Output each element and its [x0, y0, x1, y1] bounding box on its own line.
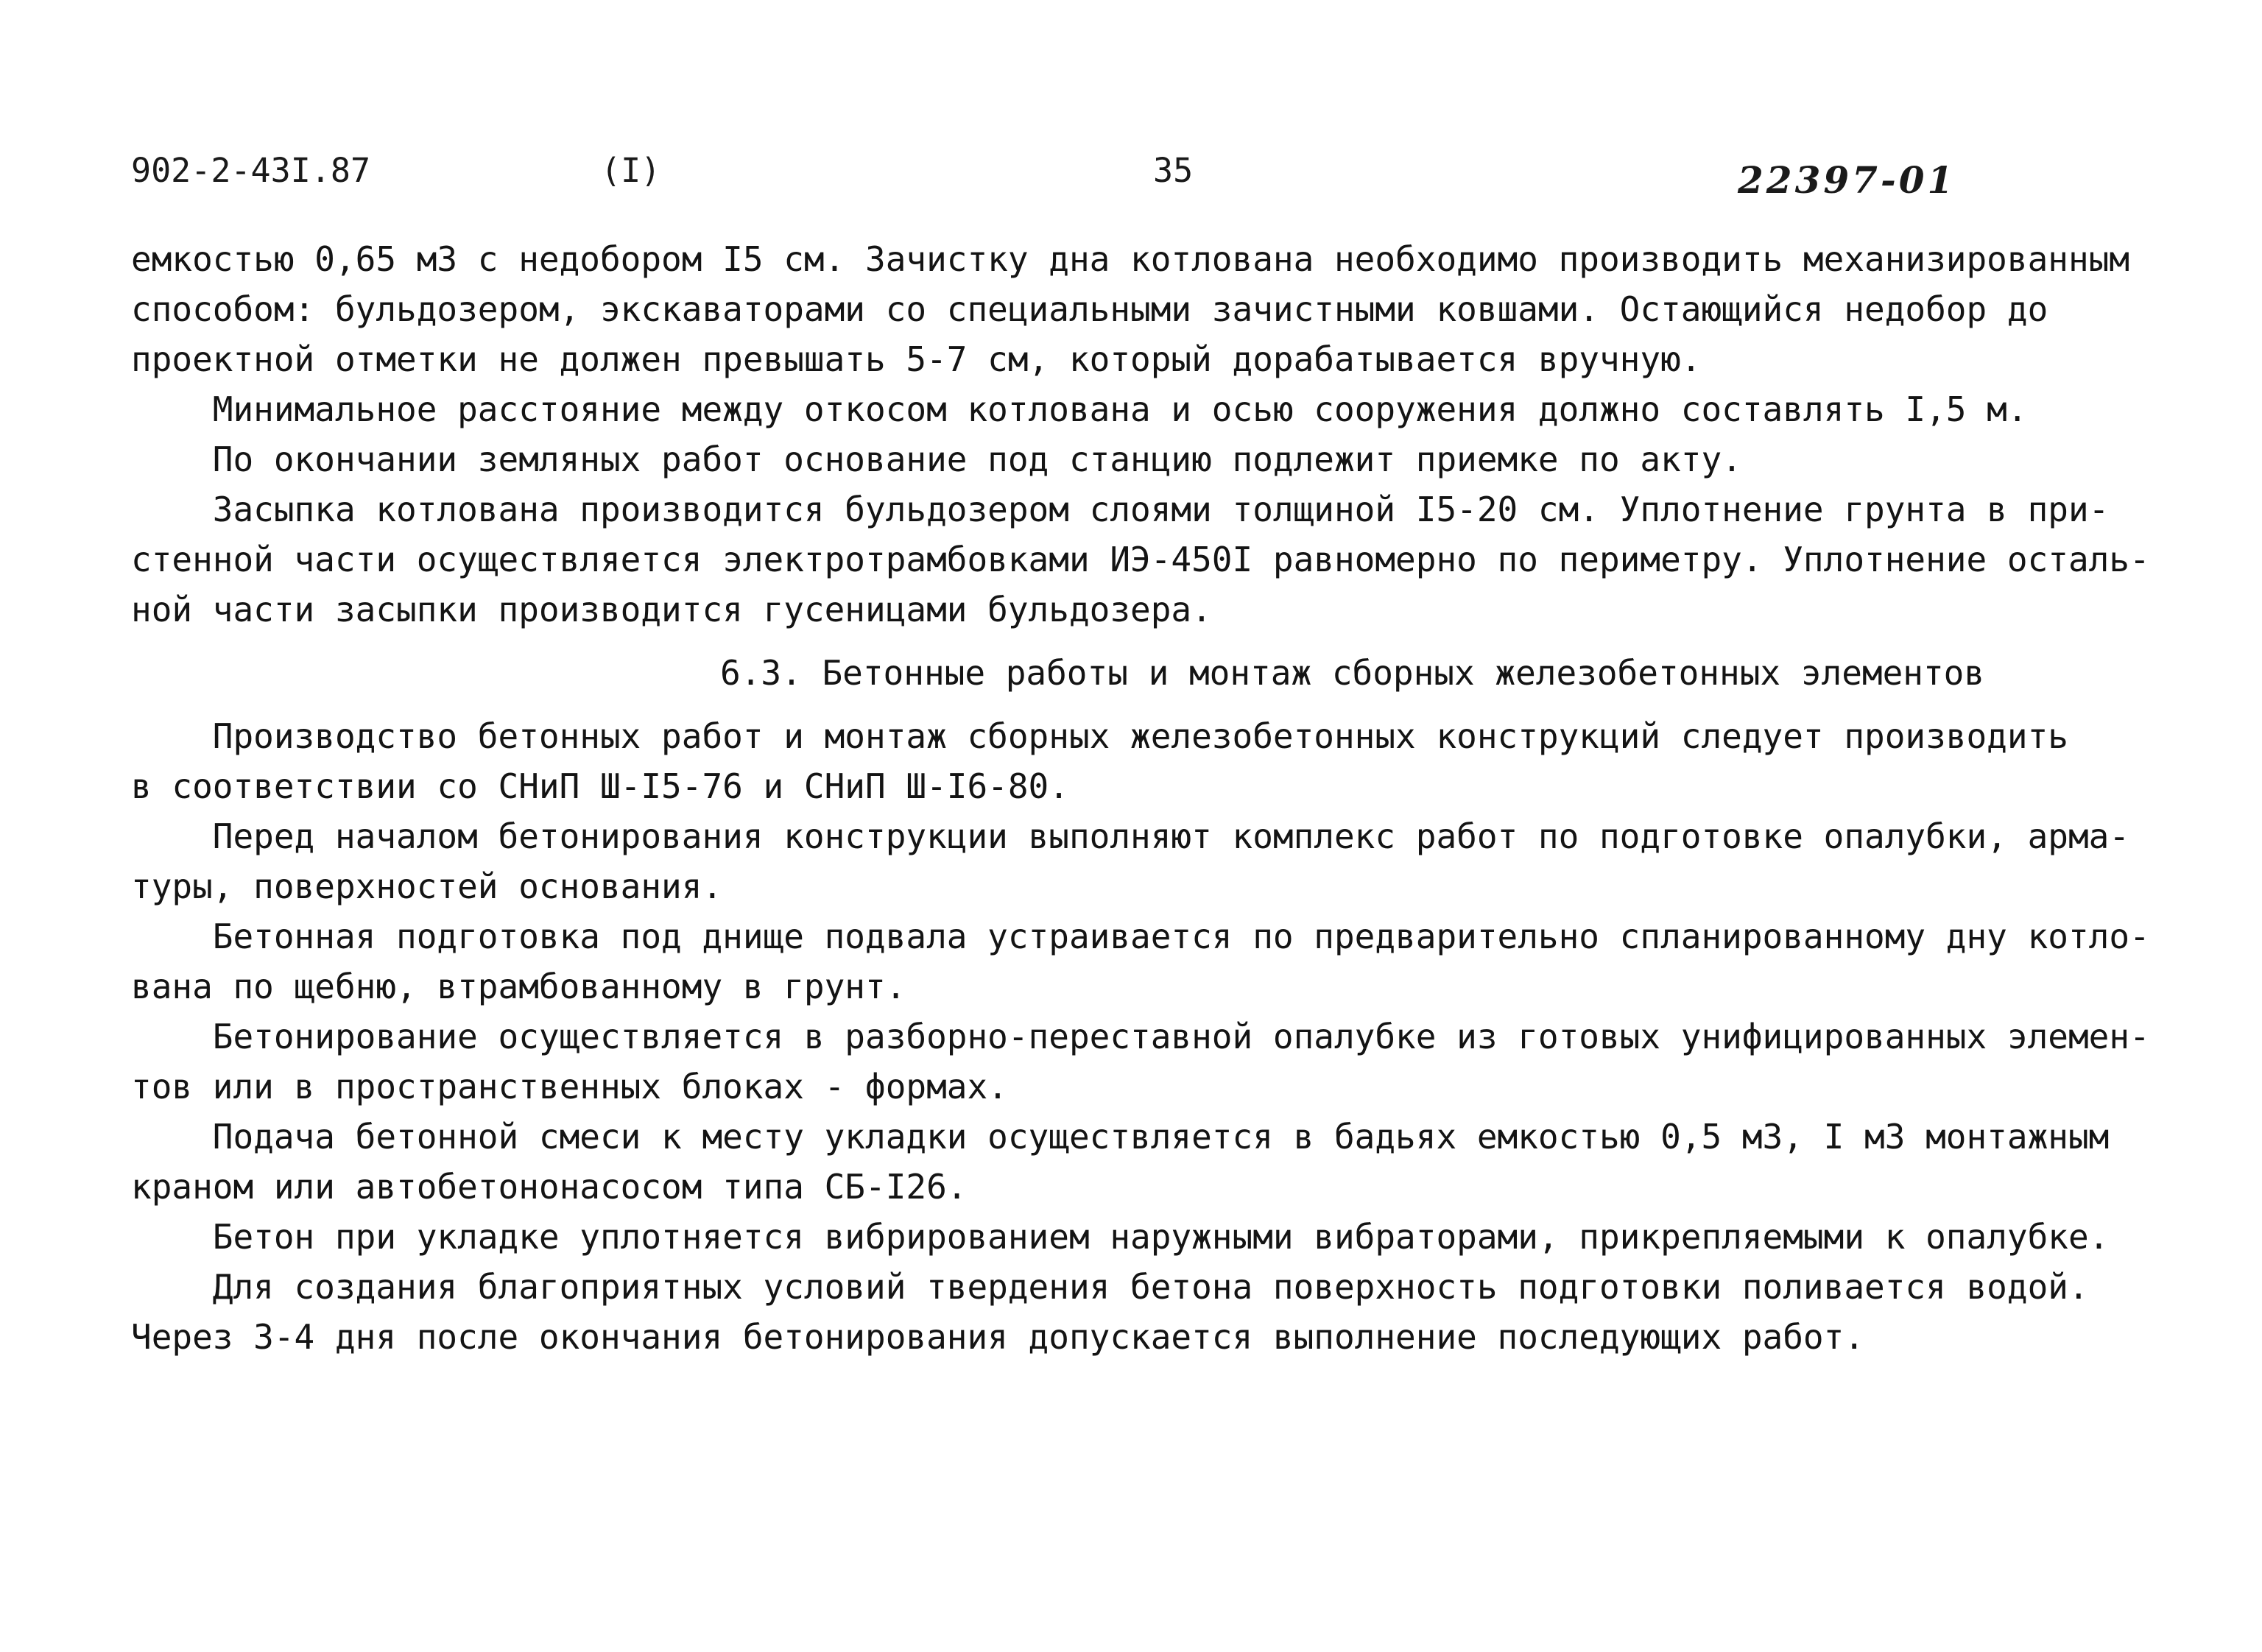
text-line: в соответствии со СНиП Ш-I5-76 и СНиП Ш-I6-80. [131, 766, 1069, 806]
text-line: Минимальное расстояние между откосом котлована и осью сооружения должно составлять I,5 м. [131, 389, 2028, 429]
handwritten-inventory-number: 22397-01 [1738, 158, 1956, 202]
paragraph [131, 711, 2163, 811]
text-line: Бетон при укладке уплотняется вибрированием наружными вибраторами, прикрепляемыми к опалубке. [131, 1217, 2110, 1257]
text-line: стенной части осуществляется электротрамбовками ИЭ-450I равномерно по периметру. Уплотнение осталь- [131, 540, 2150, 579]
paragraphs-after-heading [131, 711, 2163, 1362]
text-line: Перед началом бетонирования конструкции выполняют комплекс работ по подготовке опалубки, арма- [131, 816, 2130, 856]
paragraph [131, 1262, 2163, 1362]
text-line: тов или в пространственных блоках - формах. [131, 1067, 1008, 1106]
text-line: По окончании земляных работ основание под станцию подлежит приемке по акту. [131, 440, 1742, 479]
text-line: емкостью 0,65 м3 с недобором I5 см. Зачистку дна котлована необходимо производить механизированным [131, 239, 2130, 279]
text-line: Засыпка котлована производится бульдозером слоями толщиной I5-20 см. Уплотнение грунта в при- [131, 490, 2110, 529]
text-line: краном или автобетононасосом типа СБ-I26. [131, 1167, 968, 1207]
text-line: туры, поверхностей основания. [131, 866, 723, 906]
paragraph [131, 234, 2163, 384]
text-line: Бетонирование осуществляется в разборно-переставной опалубке из готовых унифицированных элемен- [131, 1017, 2150, 1056]
paragraph [131, 911, 2163, 1012]
text-line: Подача бетонной смеси к месту укладки осуществляется в бадьях емкостью 0,5 м3, I м3 монтажным [131, 1117, 2110, 1157]
text-line: Через 3-4 дня после окончания бетонирования допускается выполнение последующих работ. [131, 1317, 1865, 1357]
section-heading: 6.3. Бетонные работы и монтаж сборных железобетонных элементов [720, 653, 1985, 693]
text-line: Бетонная подготовка под днище подвала устраивается по предварительно спланированному дну котло- [131, 917, 2150, 956]
text-line: проектной отметки не должен превышать 5-7 см, который дорабатывается вручную. [131, 339, 1702, 379]
paragraph [131, 811, 2163, 911]
document-code: 902-2-43I.87 [131, 151, 371, 190]
paragraphs-before-heading [131, 234, 2163, 635]
text-line: Производство бетонных работ и монтаж сборных железобетонных конструкций следует производить [131, 716, 2068, 756]
page-number: 35 [1153, 151, 1194, 190]
text-line: способом: бульдозером, экскаваторами со специальными зачистными ковшами. Остающийся недобор до [131, 289, 2048, 329]
paragraph [131, 1212, 2163, 1262]
paragraph [131, 434, 2163, 484]
paragraph [131, 484, 2163, 635]
page-header [0, 0, 2262, 221]
part-number: (I) [601, 151, 661, 190]
document-body [131, 234, 2163, 1362]
text-line: ной части засыпки производится гусеницами бульдозера. [131, 590, 1212, 629]
paragraph [131, 1012, 2163, 1112]
paragraph [131, 1112, 2163, 1212]
paragraph [131, 384, 2163, 434]
text-line: Для создания благоприятных условий твердения бетона поверхность подготовки поливается водой. [131, 1267, 2089, 1307]
text-line: вана по щебню, втрамбованному в грунт. [131, 967, 906, 1006]
